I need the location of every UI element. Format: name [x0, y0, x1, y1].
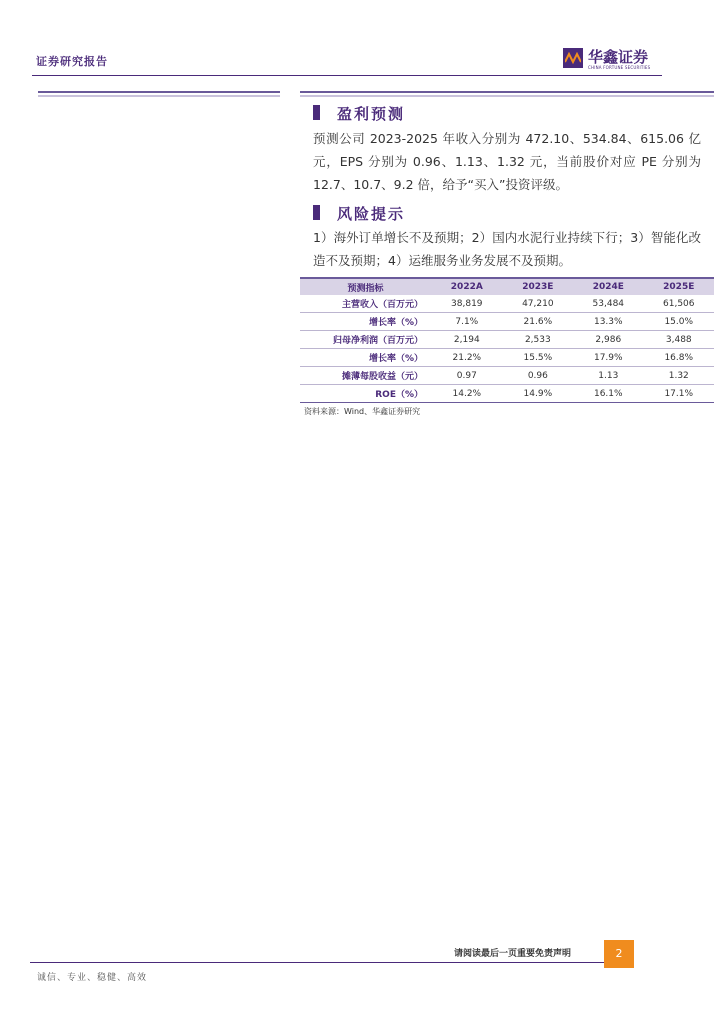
table-cell: 61,506: [644, 295, 714, 313]
left-column-divider: [38, 91, 280, 97]
table-cell: 14.2%: [431, 385, 503, 403]
table-cell: 38,819: [431, 295, 503, 313]
table-header-cell: 2022A: [431, 278, 503, 295]
right-column-divider: [300, 91, 714, 97]
table-cell: 2,194: [431, 331, 503, 349]
table-cell: 21.2%: [431, 349, 503, 367]
forecast-paragraph: 预测公司 2023-2025 年收入分别为 472.10、534.84、615.06 亿元，EPS 分别为 0.96、1.13、1.32 元，当前股价对应 PE 分别为 12.7、10.7、9.2 倍，给予“买入”投资评级。: [313, 131, 701, 192]
row-label: 摊薄每股收益（元）: [300, 367, 431, 385]
table-cell: 0.97: [431, 367, 503, 385]
table-row: [300, 331, 714, 349]
report-type-title: 证券研究报告: [36, 55, 108, 68]
table-row: [300, 385, 714, 403]
row-label: 主营收入（百万元）: [300, 295, 431, 313]
logo-english-name: CHINA FORTUNE SECURITIES: [588, 65, 651, 70]
table-row: [300, 367, 714, 385]
heading-marker: [313, 105, 320, 120]
logo-chinese-name: 华鑫证券: [588, 48, 649, 66]
table-cell: 3,488: [644, 331, 714, 349]
table-cell: 17.9%: [573, 349, 643, 367]
table-cell: 15.0%: [644, 313, 714, 331]
table-cell: 1.32: [644, 367, 714, 385]
risk-heading-text: 风险提示: [337, 205, 406, 223]
table-cell: 2,986: [573, 331, 643, 349]
table-cell: 47,210: [503, 295, 573, 313]
table-cell: 17.1%: [644, 385, 714, 403]
table-cell: 7.1%: [431, 313, 503, 331]
logo-icon: [563, 48, 583, 68]
row-label: 增长率（%）: [300, 313, 431, 331]
table-cell: 16.1%: [573, 385, 643, 403]
heading-marker: [313, 205, 320, 220]
table-cell: 13.3%: [573, 313, 643, 331]
company-motto: 诚信、专业、稳健、高效: [37, 973, 148, 983]
table-cell: 15.5%: [503, 349, 573, 367]
table-row: [300, 349, 714, 367]
table-cell: 53,484: [573, 295, 643, 313]
page-number: 2: [604, 940, 634, 968]
table-source-note: 资料来源：Wind、华鑫证券研究: [304, 407, 421, 416]
forecast-heading-text: 盈利预测: [337, 105, 406, 123]
header-divider: [32, 75, 662, 76]
forecast-table: [300, 277, 714, 403]
company-logo: [563, 46, 663, 72]
table-row: [300, 313, 714, 331]
footer-divider: [30, 962, 604, 963]
row-label: 增长率（%）: [300, 349, 431, 367]
table-cell: 1.13: [573, 367, 643, 385]
table-cell: 21.6%: [503, 313, 573, 331]
table-header-cell: 预测指标: [300, 278, 431, 295]
table-header-cell: 2025E: [644, 278, 714, 295]
table-header-cell: 2024E: [573, 278, 643, 295]
table-cell: 16.8%: [644, 349, 714, 367]
table-cell: 2,533: [503, 331, 573, 349]
risk-paragraph: 1）海外订单增长不及预期；2）国内水泥行业持续下行；3）智能化改造不及预期；4）运维服务业务发展不及预期。: [313, 230, 701, 268]
table-header-row: [300, 278, 714, 295]
table-row: [300, 295, 714, 313]
row-label: 归母净利润（百万元）: [300, 331, 431, 349]
table-cell: 14.9%: [503, 385, 573, 403]
disclaimer-notice: 请阅读最后一页重要免责声明: [454, 949, 572, 959]
table-header-cell: 2023E: [503, 278, 573, 295]
table-cell: 0.96: [503, 367, 573, 385]
row-label: ROE（%）: [300, 385, 431, 403]
